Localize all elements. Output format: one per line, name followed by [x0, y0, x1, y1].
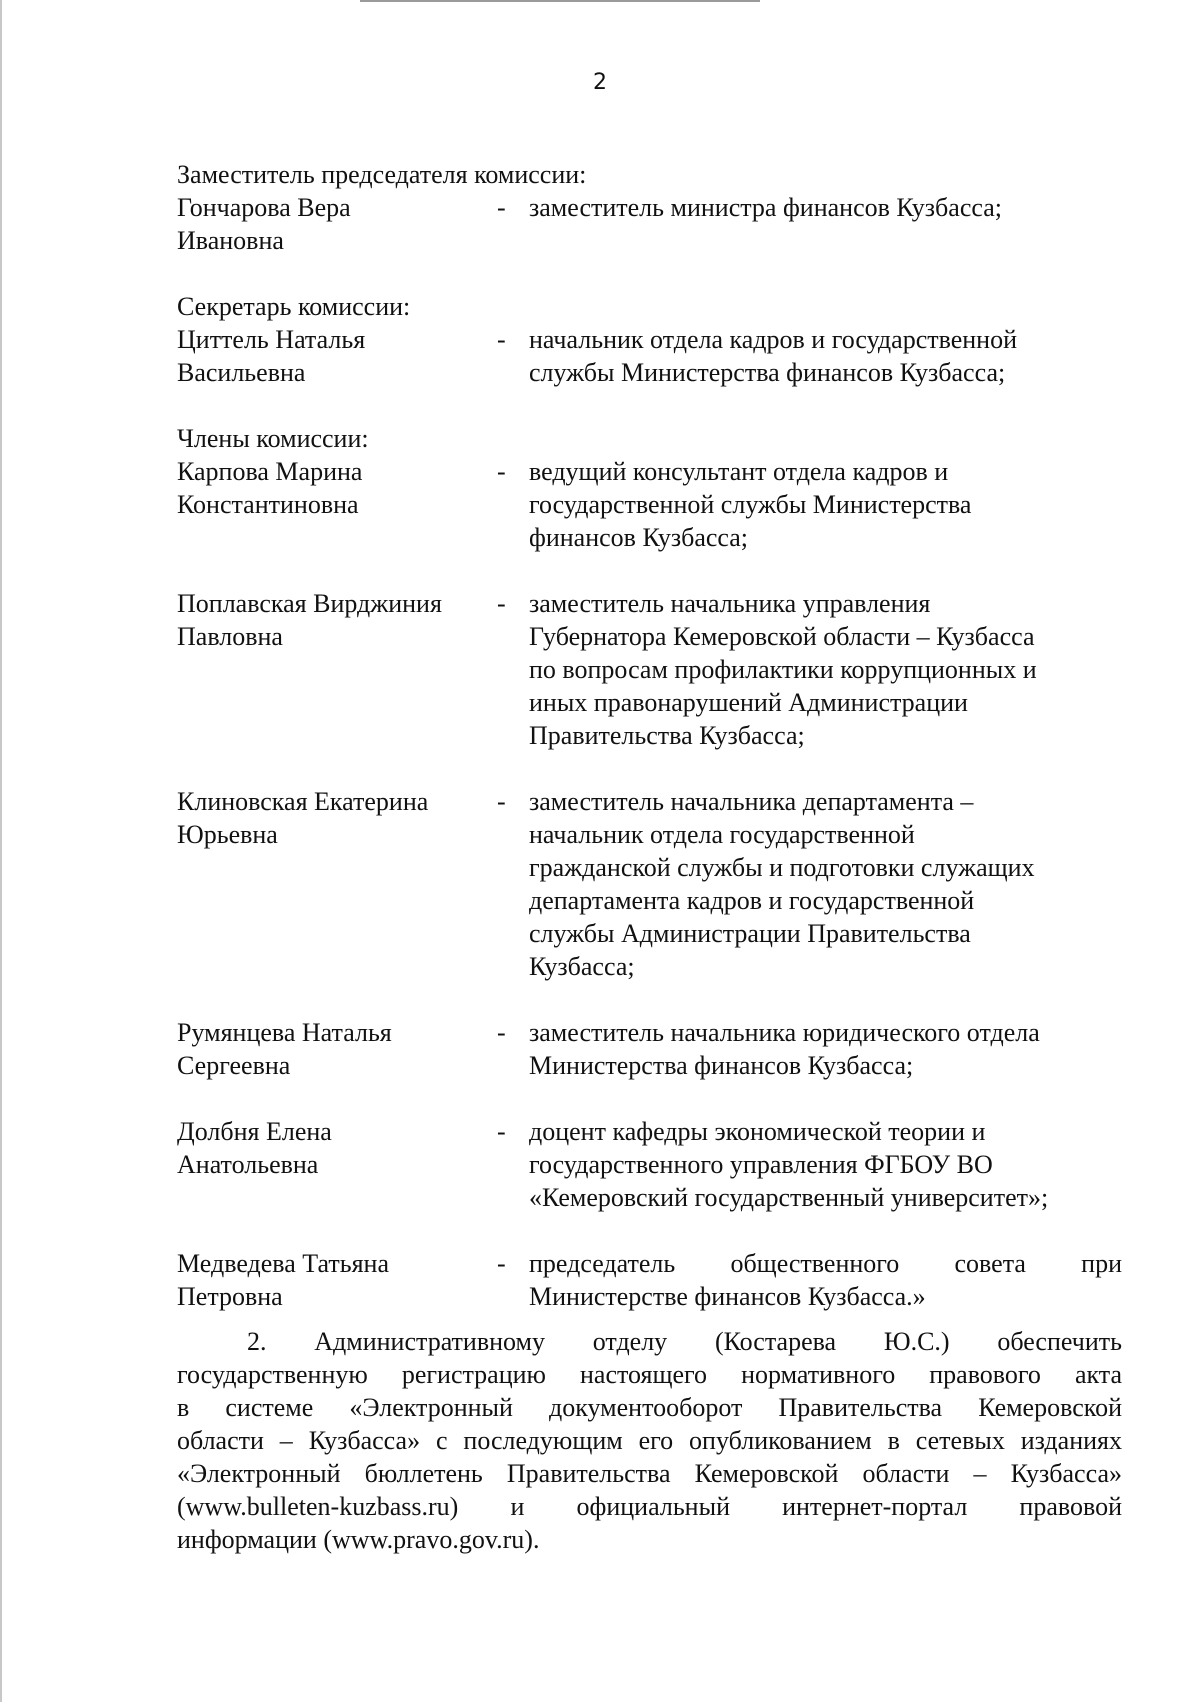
desc-line: иных правонарушений Администрации	[529, 688, 968, 717]
paragraph-line: (www.bulleten-kuzbass.ru) и официальный интернет-портал правовой	[177, 1492, 1122, 1521]
member-entry	[177, 587, 1122, 752]
entry-dash: -	[497, 1249, 506, 1278]
name-line: Циттель Наталья	[177, 325, 366, 354]
name-line: Сергеевна	[177, 1051, 291, 1080]
member-entry	[177, 785, 1122, 983]
member-entry	[177, 455, 1122, 554]
entry-dash: -	[497, 1018, 506, 1047]
desc-line: Министерства финансов Кузбасса;	[529, 1051, 914, 1080]
name-line: Клиновская Екатерина	[177, 787, 429, 816]
desc-line: службы Администрации Правительства	[529, 919, 971, 948]
name-line: Анатольевна	[177, 1150, 319, 1179]
desc-line: департамента кадров и государственной	[529, 886, 975, 915]
name-line: Петровна	[177, 1282, 283, 1311]
entry-name	[177, 323, 497, 389]
entry-description	[529, 1115, 1122, 1214]
desc-line: по вопросам профилактики коррупционных и	[529, 655, 1037, 684]
entry-description	[529, 1016, 1122, 1082]
name-line: Павловна	[177, 622, 283, 651]
entry-dash: -	[497, 193, 506, 222]
desc-line: ведущий консультант отдела кадров и	[529, 457, 949, 486]
desc-line: Губернатора Кемеровской области – Кузбасса	[529, 622, 1035, 651]
desc-line: доцент кафедры экономической теории и	[529, 1117, 986, 1146]
desc-line: Кузбасса;	[529, 952, 635, 981]
entry-description	[529, 455, 1122, 554]
entry-description	[529, 785, 1122, 983]
desc-line: гражданской службы и подготовки служащих	[529, 853, 1035, 882]
entry-dash: -	[497, 787, 506, 816]
desc-line: службы Министерства финансов Кузбасса;	[529, 358, 1006, 387]
paragraph-line: в системе «Электронный документооборот Правительства Кемеровской	[177, 1393, 1122, 1422]
name-line: Румянцева Наталья	[177, 1018, 392, 1047]
desc-line: заместитель начальника юридического отдела	[529, 1018, 1040, 1047]
desc-line: финансов Кузбасса;	[529, 523, 749, 552]
entry-description	[529, 191, 1122, 224]
name-line: Константиновна	[177, 490, 359, 519]
entry-name	[177, 1115, 497, 1181]
desc-line: начальник отдела государственной	[529, 820, 915, 849]
desc-line: заместитель министра финансов Кузбасса;	[529, 193, 1002, 222]
paragraph-2	[177, 1325, 1122, 1556]
entry-dash: -	[497, 457, 506, 486]
name-line: Долбня Елена	[177, 1117, 332, 1146]
entry-description	[529, 587, 1122, 752]
member-entry	[177, 1115, 1122, 1214]
members-section	[177, 422, 1122, 1313]
secretary-entry	[177, 323, 1122, 389]
name-line: Медведева Татьяна	[177, 1249, 389, 1278]
member-entry	[177, 1016, 1122, 1082]
document-body	[177, 158, 1122, 1556]
entry-dash: -	[497, 589, 506, 618]
members-heading: Члены комиссии:	[177, 424, 369, 453]
paragraph-line: «Электронный бюллетень Правительства Кемеровской области – Кузбасса»	[177, 1459, 1122, 1488]
deputy-chair-entry	[177, 191, 1122, 257]
paragraph-line: государственную регистрацию настоящего нормативного правового акта	[177, 1360, 1122, 1389]
desc-line: «Кемеровский государственный университет»;	[529, 1183, 1049, 1212]
desc-line: председатель общественного совета при	[529, 1249, 1122, 1278]
entry-name	[177, 1016, 497, 1082]
entry-name	[177, 455, 497, 521]
entry-name	[177, 785, 497, 851]
member-entry	[177, 1247, 1122, 1313]
entry-name	[177, 587, 497, 653]
entry-dash: -	[497, 325, 506, 354]
page-number: 2	[593, 70, 607, 95]
entry-description	[529, 323, 1122, 389]
secretary-heading: Секретарь комиссии:	[177, 292, 411, 321]
desc-line: государственной службы Министерства	[529, 490, 972, 519]
name-line: Юрьевна	[177, 820, 278, 849]
entry-description	[529, 1247, 1122, 1313]
entry-name	[177, 1247, 497, 1313]
name-line: Поплавская Вирджиния	[177, 589, 442, 618]
desc-line: государственного управления ФГБОУ ВО	[529, 1150, 993, 1179]
paragraph-line: области – Кузбасса» с последующим его опубликованием в сетевых изданиях	[177, 1426, 1122, 1455]
desc-line: начальник отдела кадров и государственной	[529, 325, 1018, 354]
secretary-section	[177, 290, 1122, 389]
desc-line: Правительства Кузбасса;	[529, 721, 805, 750]
desc-line: Министерстве финансов Кузбасса.»	[529, 1282, 926, 1311]
paragraph-line: информации (www.pravo.gov.ru).	[177, 1525, 540, 1554]
desc-line: заместитель начальника управления	[529, 589, 931, 618]
name-line: Гончарова Вера	[177, 193, 351, 222]
deputy-chair-heading: Заместитель председателя комиссии:	[177, 160, 587, 189]
entry-dash: -	[497, 1117, 506, 1146]
entry-name	[177, 191, 497, 257]
top-scan-rule	[360, 0, 760, 2]
paragraph-line: 2. Административному отделу (Костарева Ю.С.) обеспечить	[247, 1327, 1122, 1356]
name-line: Карпова Марина	[177, 457, 363, 486]
desc-line: заместитель начальника департамента –	[529, 787, 974, 816]
left-scan-edge	[0, 0, 2, 1702]
name-line: Васильевна	[177, 358, 306, 387]
name-line: Ивановна	[177, 226, 284, 255]
deputy-chair-section	[177, 158, 1122, 257]
